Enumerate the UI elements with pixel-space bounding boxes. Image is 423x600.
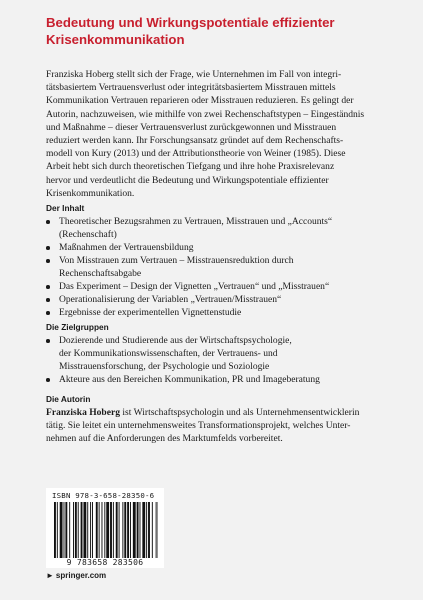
barcode-stripe bbox=[137, 502, 139, 560]
barcode-stripe bbox=[152, 502, 153, 560]
intro-line: Kommunikation Vertrauen reparieren oder Misstrauen reduzieren. Es gelingt der bbox=[46, 95, 354, 107]
barcode-stripe bbox=[122, 502, 123, 560]
publisher-link[interactable] bbox=[46, 571, 106, 580]
barcode-stripe bbox=[106, 502, 109, 560]
barcode-number: 9 783658 283506 bbox=[46, 558, 164, 567]
barcode-stripe bbox=[156, 502, 157, 560]
barcode-stripe bbox=[64, 502, 65, 560]
intro-line: tätsbasiertem Vertrauensverlust oder integritätsbasiertem Misstrauen mittels bbox=[46, 82, 336, 94]
list-item: Das Experiment – Design der Vignetten „Vertrauen“ und „Misstrauen“ bbox=[46, 280, 391, 293]
bullet-icon bbox=[46, 339, 50, 343]
barcode-stripe bbox=[146, 502, 147, 560]
barcode-stripe bbox=[142, 502, 145, 560]
isbn-text: ISBN 978-3-658-28350-6 bbox=[52, 491, 155, 500]
barcode-bars bbox=[54, 502, 158, 560]
barcode-stripe bbox=[127, 502, 129, 560]
intro-line: Autorin, nachzuweisen, wie mithilfe von zwei Rechenschaftstypen – Eingeständnis bbox=[46, 108, 365, 120]
bullet-icon bbox=[46, 220, 50, 224]
intro-line: Arbeit hebt sich durch theoretischen Tiefgang und ihre hohe Praxisrelevanz bbox=[46, 161, 335, 173]
intro-line: reduziert werden kann. Ihr Forschungsansatz gründet auf dem Rechenschafts- bbox=[46, 135, 344, 147]
inhalt-list bbox=[46, 215, 391, 319]
list-item: Operationalisierung der Variablen „Vertrauen/Misstrauen“ bbox=[46, 293, 391, 306]
bullet-icon bbox=[46, 311, 50, 315]
barcode-stripe bbox=[124, 502, 126, 560]
barcode-stripe bbox=[116, 502, 118, 560]
intro-line: und Maßnahme – dieser Vertrauensverlust zurückgewonnen und Misstrauen bbox=[46, 121, 337, 133]
barcode-stripe bbox=[133, 502, 136, 560]
barcode-stripe bbox=[54, 502, 56, 560]
author-paragraph bbox=[46, 406, 391, 446]
barcode-stripe bbox=[130, 502, 131, 560]
book-title bbox=[46, 14, 406, 48]
barcode-stripe bbox=[81, 502, 83, 560]
author-text: ist Wirtschaftspsychologin und als Unternehmensentwicklerin bbox=[119, 407, 360, 418]
barcode-stripe bbox=[110, 502, 112, 560]
bullet-icon bbox=[46, 298, 50, 302]
barcode-stripe bbox=[60, 502, 63, 560]
barcode-stripe bbox=[73, 502, 74, 560]
barcode-stripe bbox=[99, 502, 100, 560]
bullet-icon bbox=[46, 259, 50, 263]
barcode-stripe bbox=[92, 502, 93, 560]
barcode-stripe bbox=[113, 502, 114, 560]
barcode-stripe bbox=[96, 502, 98, 560]
bullet-icon bbox=[46, 246, 50, 250]
barcode-stripe bbox=[87, 502, 88, 560]
zielgruppen-list bbox=[46, 334, 391, 386]
author-name: Franziska Hoberg bbox=[46, 407, 120, 418]
barcode-stripe bbox=[75, 502, 77, 560]
list-item: Ergebnisse der experimentellen Vignettenstudie bbox=[46, 306, 391, 319]
author-line: nehmen auf die Anforderungen des Marktumfelds vorbereitet. bbox=[46, 433, 283, 445]
author-line: tätig. Sie leitet ein unternehmensweites Transformationsprojekt, welches Unter- bbox=[46, 420, 351, 432]
inhalt-heading: Der Inhalt bbox=[46, 203, 85, 213]
barcode-stripe bbox=[90, 502, 91, 560]
intro-paragraph bbox=[46, 68, 390, 200]
barcode-stripe bbox=[78, 502, 79, 560]
title-line: Krisenkommunikation bbox=[46, 32, 185, 47]
barcode bbox=[46, 488, 164, 568]
intro-line: Krisenkommunikation. bbox=[46, 187, 135, 199]
publisher-label: springer.com bbox=[55, 571, 107, 580]
title-line: Bedeutung und Wirkungspotentiale effizienter bbox=[46, 15, 335, 30]
bullet-icon bbox=[46, 285, 50, 289]
barcode-stripe bbox=[65, 502, 67, 560]
barcode-stripe bbox=[119, 502, 120, 560]
list-item: Maßnahmen der Vertrauensbildung bbox=[46, 241, 391, 254]
barcode-stripe bbox=[102, 502, 103, 560]
intro-line: Franziska Hoberg stellt sich der Frage, wie Unternehmen im Fall von integri- bbox=[46, 69, 342, 80]
list-item: Dozierende und Studierende aus der Wirtschaftspsychologie, der Kommunikationswissenschaften, der Vertrauens- und Misstrauensforschung, der Psychologie und Soziologie bbox=[46, 334, 391, 373]
barcode-stripe bbox=[104, 502, 105, 560]
list-item: Akteure aus den Bereichen Kommunikation, PR und Imageberatung bbox=[46, 373, 391, 386]
list-item: Von Misstrauen zum Vertrauen – Misstrauensreduktion durch Rechenschaftsabgabe bbox=[46, 254, 391, 280]
autorin-heading: Die Autorin bbox=[46, 394, 91, 404]
barcode-stripe bbox=[57, 502, 58, 560]
intro-line: hervor und verdeutlicht die Bedeutung und Wirkungspotentiale effizienter bbox=[46, 174, 329, 186]
barcode-stripe bbox=[69, 502, 70, 560]
barcode-stripe bbox=[83, 502, 86, 560]
list-item: Theoretischer Bezugsrahmen zu Vertrauen, Misstrauen und „Accounts“ (Rechenschaft) bbox=[46, 215, 391, 241]
arrow-right-icon: ► bbox=[46, 571, 54, 580]
zielgruppen-heading: Die Zielgruppen bbox=[46, 322, 109, 332]
barcode-stripe bbox=[148, 502, 150, 560]
bullet-icon bbox=[46, 378, 50, 382]
intro-line: modell von Kury (2013) und der Attributionstheorie von Weiner (1985). Diese bbox=[46, 148, 346, 160]
barcode-stripe bbox=[140, 502, 141, 560]
